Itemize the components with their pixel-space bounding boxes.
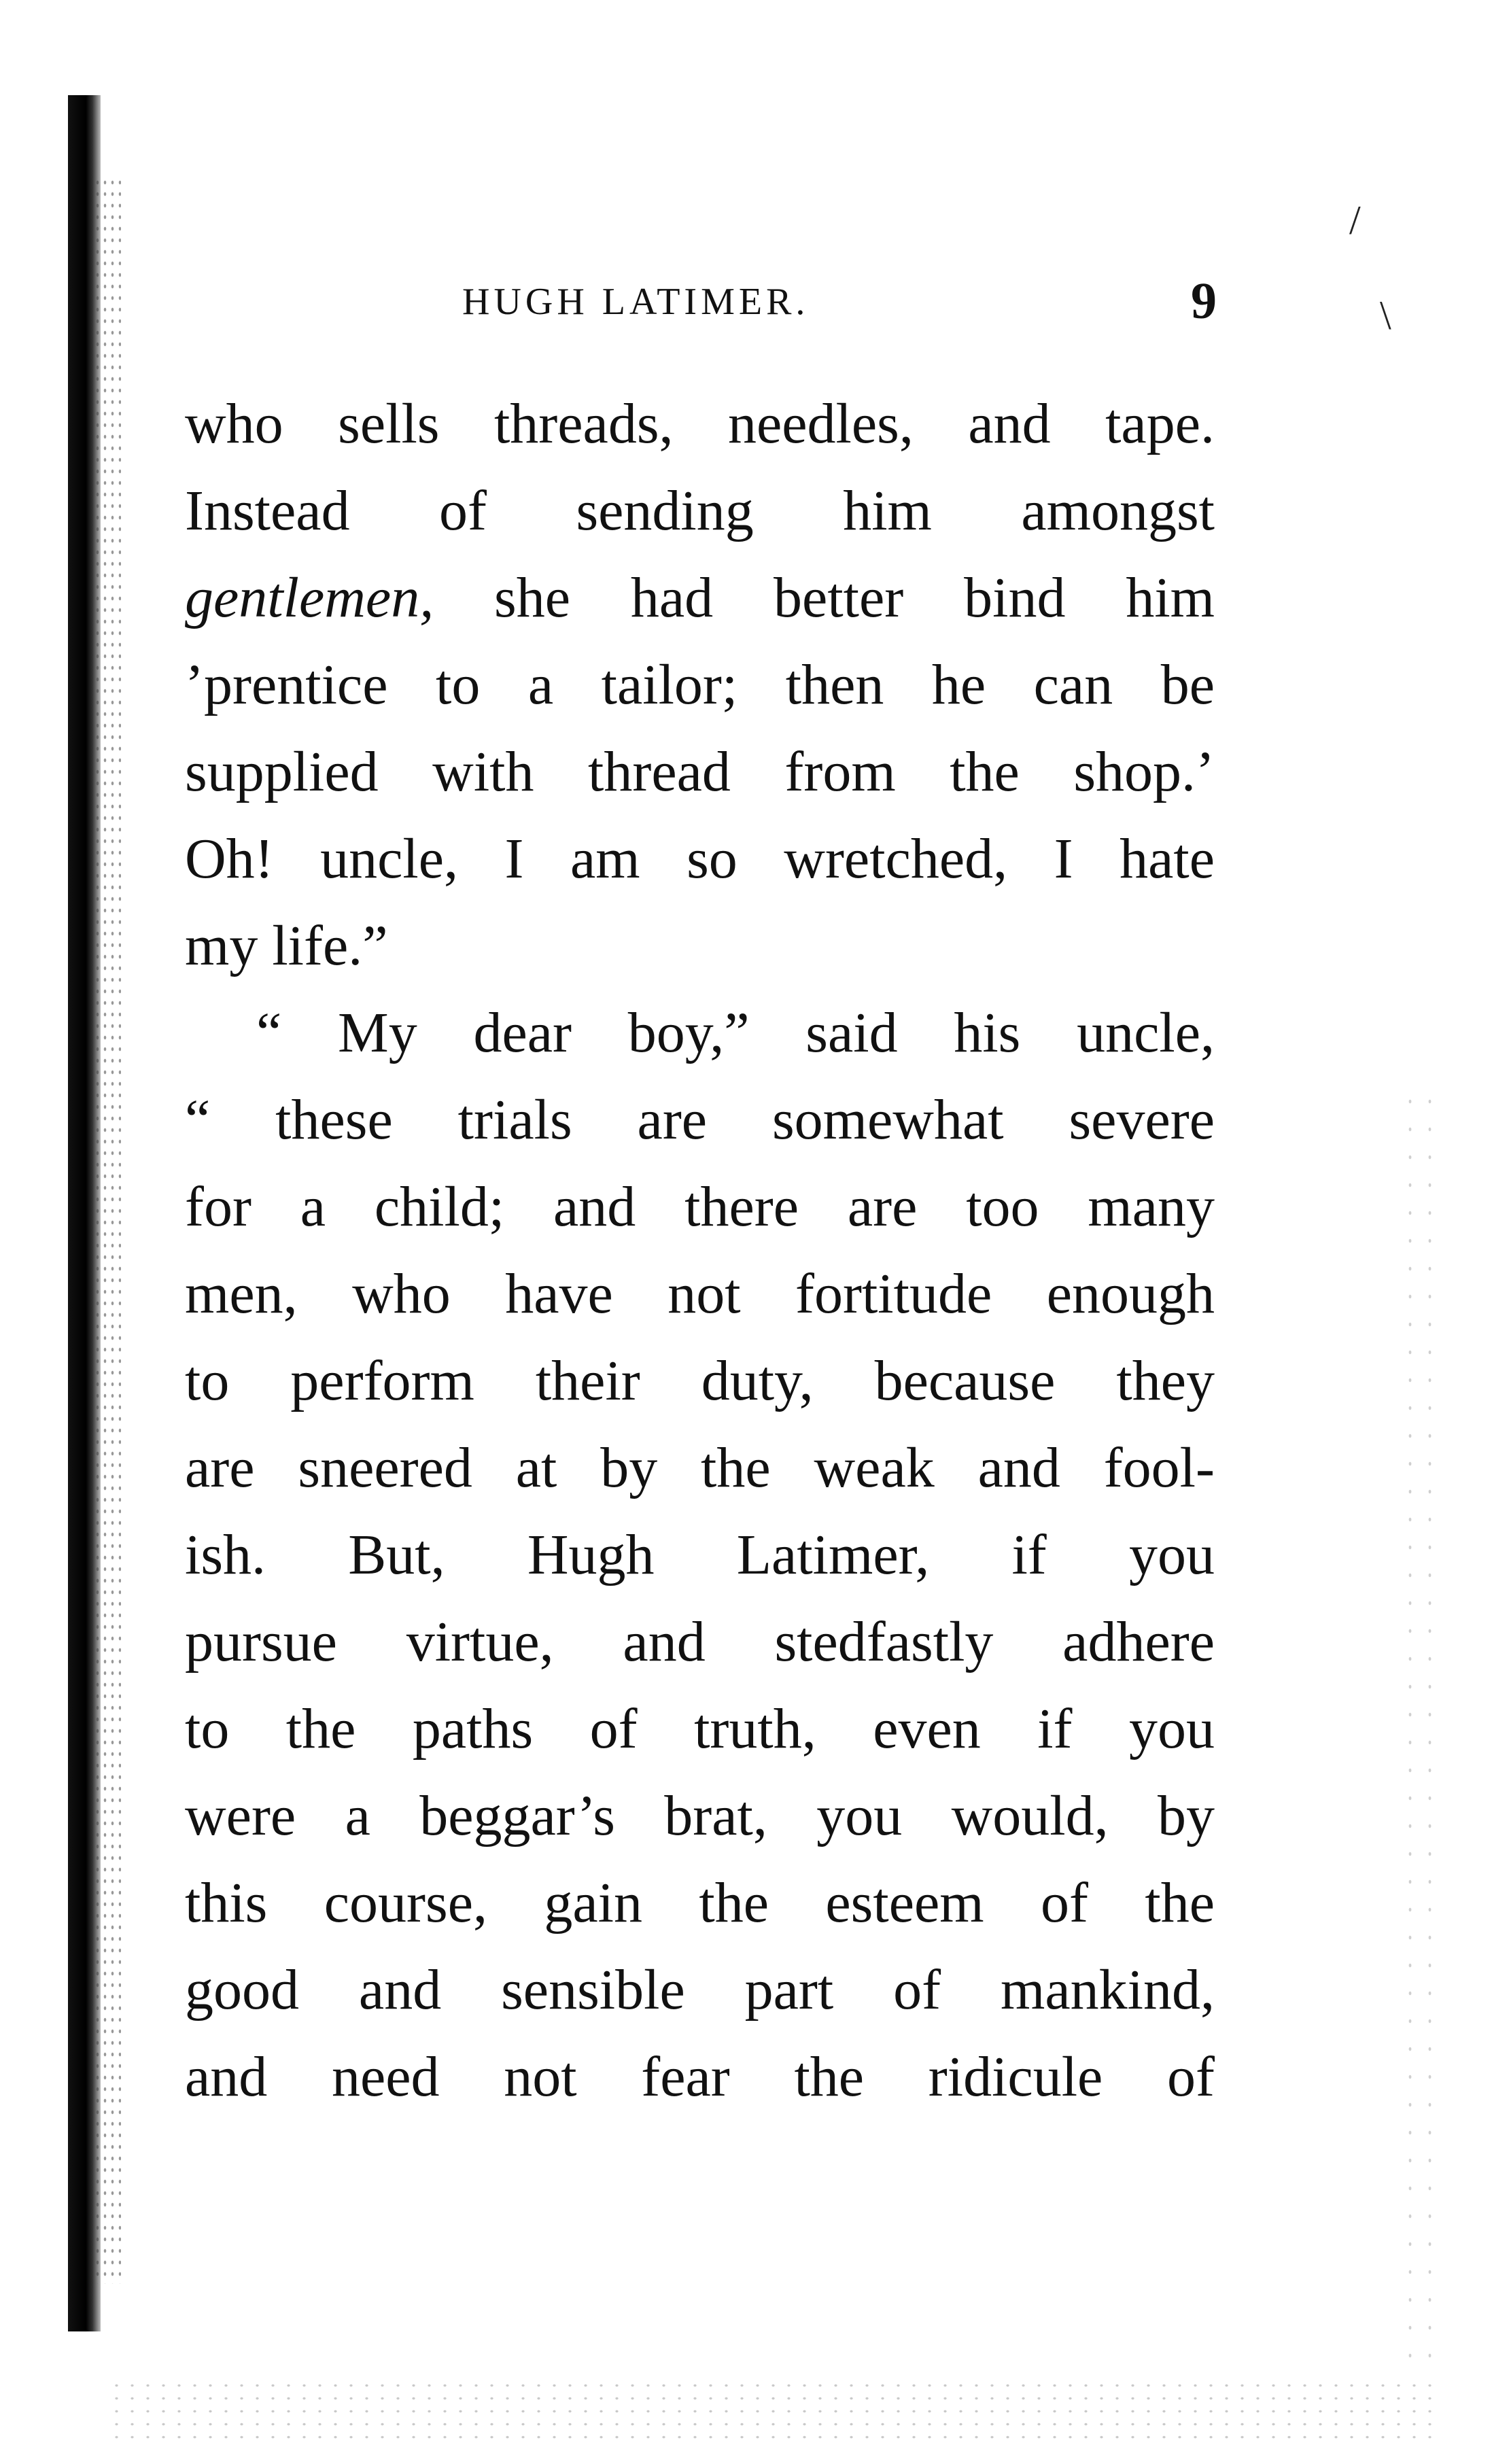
text-line: “ these trials are somewhat severe <box>185 1088 1215 1151</box>
text-run: she had better bind him <box>434 566 1215 629</box>
text-line: this course, gain the esteem of the <box>185 1871 1215 1934</box>
scan-noise-right <box>1400 1088 1441 2379</box>
text-line: for a child; and there are too many <box>185 1175 1215 1238</box>
text-line: to the paths of truth, even if you <box>185 1697 1215 1760</box>
text-line: to perform their duty, because they <box>185 1349 1215 1412</box>
text-line: were a beggar’s brat, you would, by <box>185 1784 1215 1847</box>
italic-word: gentlemen, <box>185 566 434 629</box>
running-head: HUGH LATIMER. <box>462 281 810 323</box>
scan-mark: \ <box>1380 293 1391 338</box>
text-line: my life.” <box>185 914 388 977</box>
text-line: and need not fear the ridicule of <box>185 2045 1215 2109</box>
scan-speckle-left <box>94 177 121 2284</box>
text-line: Instead of sending him amongst <box>185 479 1215 542</box>
text-line: ish. But, Hugh Latimer, if you <box>185 1523 1215 1586</box>
scan-mark: / <box>1349 198 1361 243</box>
text-line <box>185 555 1215 642</box>
text-line: who sells threads, needles, and tape. <box>185 392 1215 455</box>
body-text <box>185 381 1215 2168</box>
text-line: are sneered at by the weak and fool- <box>185 1436 1215 1499</box>
text-line: Oh! uncle, I am so wretched, I hate <box>185 827 1215 890</box>
text-line: pursue virtue, and stedfastly adhere <box>185 1610 1215 1673</box>
text-line: “ My dear boy,” said his uncle, <box>256 1001 1215 1064</box>
page-number: 9 <box>1191 273 1217 330</box>
page-header <box>184 272 1217 347</box>
text-line: men, who have not fortitude enough <box>185 1262 1215 1325</box>
text-line: ’prentice to a tailor; then he can be <box>185 653 1215 716</box>
text-line: supplied with thread from the shop.’ <box>185 740 1215 803</box>
scan-noise-bottom <box>109 2379 1434 2440</box>
text-line: good and sensible part of mankind, <box>185 1958 1215 2021</box>
